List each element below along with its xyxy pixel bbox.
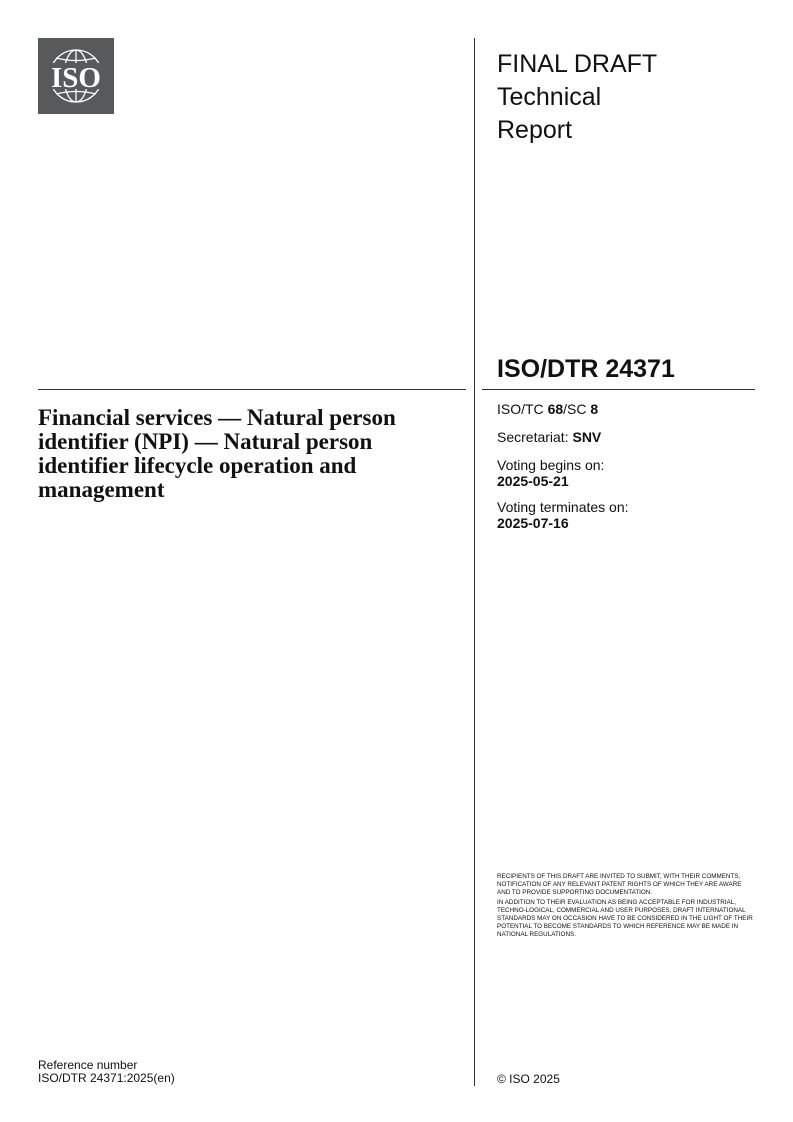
- globe-icon: [38, 38, 114, 114]
- left-rule: [38, 389, 466, 390]
- voting-begins-date: 2025-05-21: [497, 473, 569, 489]
- committee-sep: /SC: [563, 401, 591, 417]
- document-title: Financial services — Natural person identifier (NPI) — Natural person identifier lifecycle operation and management: [38, 405, 396, 502]
- committee: [497, 401, 757, 417]
- reference-number: [38, 1059, 175, 1084]
- voting-begins: [497, 457, 757, 489]
- document-meta: [497, 401, 757, 541]
- reference-value: ISO/DTR 24371:2025(en): [38, 1070, 175, 1085]
- standard-number: ISO/DTR 24371: [497, 355, 675, 383]
- copyright: © ISO 2025: [497, 1072, 560, 1086]
- notice-paragraph-1: RECIPIENTS OF THIS DRAFT ARE INVITED TO SUBMIT, WITH THEIR COMMENTS, NOTIFICATION OF ANY RELEVANT PATENT RIGHTS OF WHICH THEY ARE AWARE AND TO PROVIDE SUPPORTING DOCUMENTATION.: [497, 873, 742, 896]
- committee-sc: 8: [590, 401, 599, 417]
- voting-terminates: [497, 499, 757, 531]
- voting-ends-label: Voting terminates on:: [497, 499, 629, 515]
- document-type: [497, 48, 747, 147]
- draft-notice: [497, 873, 755, 941]
- secretariat-label: Secretariat:: [497, 429, 573, 445]
- logo-text: ISO: [51, 62, 101, 94]
- reference-label: Reference number: [38, 1058, 138, 1072]
- committee-tc: 68: [547, 401, 564, 417]
- secretariat: [497, 429, 757, 445]
- doc-type-line3: Report: [497, 116, 573, 144]
- voting-ends-date: 2025-07-16: [497, 515, 569, 531]
- doc-type-line1: FINAL DRAFT: [497, 50, 658, 78]
- doc-type-line2: Technical: [497, 83, 602, 111]
- voting-begins-label: Voting begins on:: [497, 457, 605, 473]
- column-divider: [474, 38, 475, 1086]
- secretariat-value: SNV: [572, 429, 602, 445]
- notice-paragraph-2: IN ADDITION TO THEIR EVALUATION AS BEING ACCEPTABLE FOR INDUSTRIAL, TECHNO-LOGICAL, COMMERCIAL AND USER PURPOSES, DRAFT INTERNATIONAL STANDARDS MAY ON OCCASION HAVE TO BE CONSIDERED IN THE LIGHT OF THEIR POTENTIAL TO BECOME STANDARDS TO WHICH REFERENCE MAY BE MADE IN NATIONAL REGULATIONS.: [497, 899, 753, 938]
- right-rule: [482, 389, 755, 390]
- committee-prefix: ISO/TC: [497, 401, 548, 417]
- iso-logo: [38, 38, 114, 114]
